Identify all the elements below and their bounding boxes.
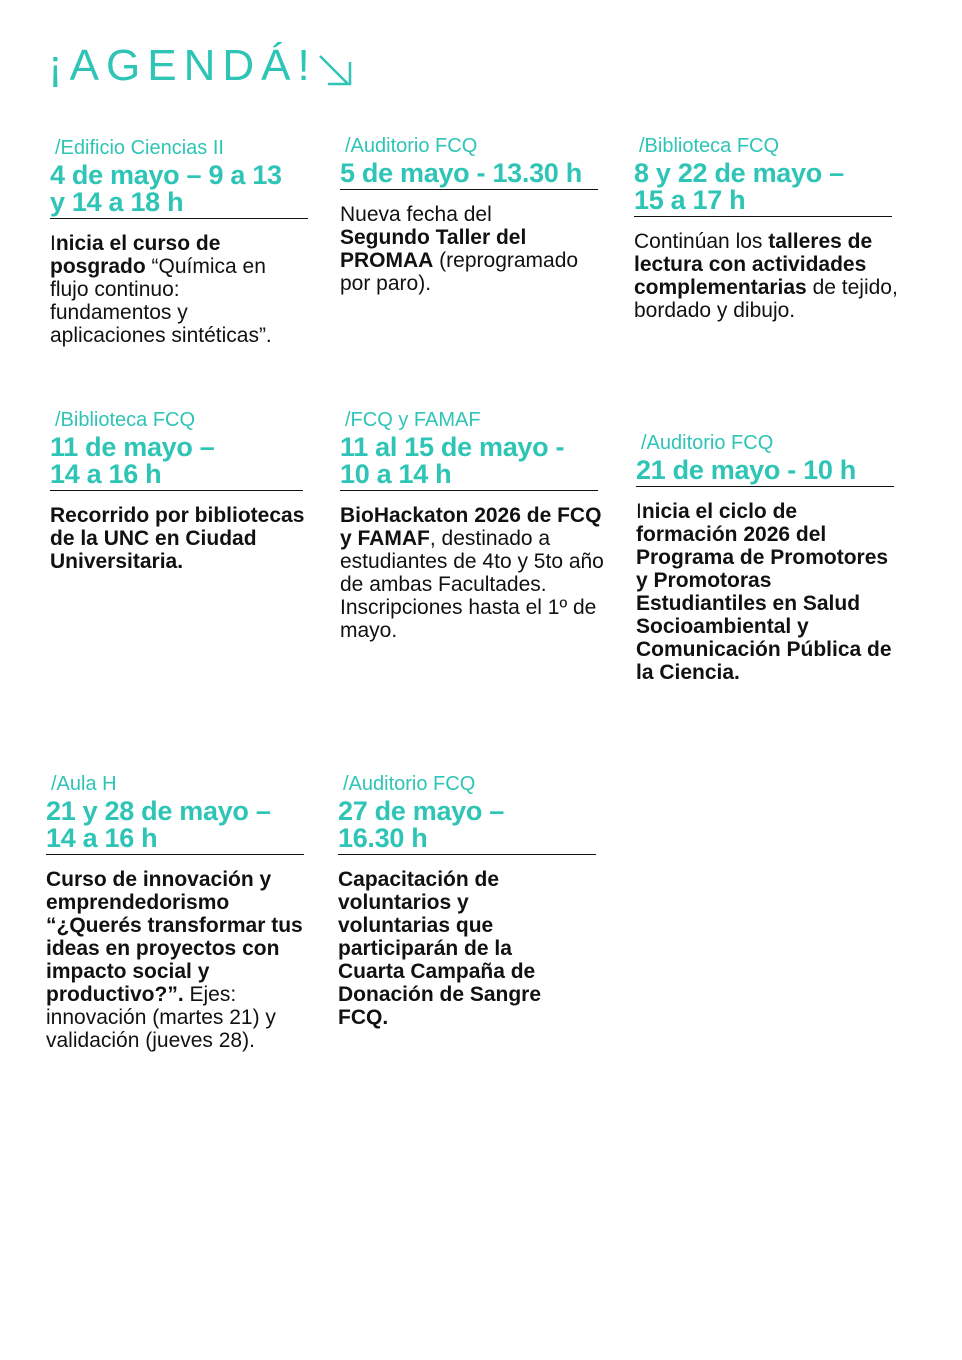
- event-description-text: Nueva fecha del: [340, 203, 492, 226]
- event-description: [340, 203, 580, 295]
- event-date-line: 27 de mayo –: [338, 796, 504, 826]
- event-description-text: Ejes: innovación (martes 21) y validación (jueves 28).: [46, 983, 276, 1052]
- event-date-line: 4 de mayo – 9 a 13: [50, 160, 282, 190]
- event-description-bold: Segundo Taller del PROMAA: [340, 226, 527, 272]
- event-description-bold: talleres de lectura con actividades complementarias: [634, 230, 873, 299]
- event-location: /Biblioteca FCQ: [55, 409, 196, 431]
- event-description: [634, 230, 909, 322]
- event-item: [636, 432, 894, 684]
- event-date: [340, 434, 598, 491]
- event-date: [50, 162, 308, 219]
- event-date: [50, 434, 303, 491]
- event-date: [338, 798, 596, 855]
- event-description-bold: nicia el curso de posgrado: [50, 232, 221, 278]
- event-description-bold: Recorrido por bibliotecas de la UNC en Ciudad Universitaria.: [50, 504, 305, 573]
- event-description-text: , destinado a estudiantes de 4to y 5to año de ambas Facultades. Inscripciones hasta el 1º de mayo.: [340, 527, 604, 642]
- event-description-bold: BioHackaton 2026 de FCQ y FAMAF: [340, 504, 602, 550]
- event-date-line: 8 y 22 de mayo –: [634, 158, 844, 188]
- event-item: [46, 773, 304, 1052]
- event-location: /FCQ y FAMAF: [345, 409, 481, 431]
- event-description-text: Continúan los: [634, 230, 769, 253]
- event-date-line: 14 a 16 h: [50, 459, 162, 489]
- event-description: [46, 868, 308, 1052]
- event-description: [50, 232, 305, 347]
- event-description-text: de tejido, bordado y dibujo.: [634, 276, 898, 322]
- event-description: [340, 504, 615, 642]
- event-date-line: 11 al 15 de mayo -: [340, 432, 565, 462]
- event-description: [636, 500, 896, 684]
- event-item: [50, 409, 303, 573]
- event-date-line: 14 a 16 h: [46, 823, 158, 853]
- event-item: [338, 773, 596, 1029]
- event-date: [636, 457, 894, 487]
- event-item: [340, 409, 604, 642]
- event-item: [50, 137, 308, 347]
- event-description-text: I: [636, 500, 642, 523]
- event-item: [340, 135, 598, 295]
- event-date-line: 15 a 17 h: [634, 185, 746, 215]
- event-item: [634, 135, 898, 322]
- event-date-line: 21 de mayo - 10 h: [636, 455, 856, 485]
- event-description-bold: Curso de innovación y emprendedorismo “¿Querés transformar tus ideas en proyectos con impacto social y productivo?”.: [46, 868, 303, 1006]
- event-date-line: 11 de mayo –: [50, 432, 215, 462]
- event-description-text: I: [50, 232, 56, 255]
- event-description-text: (reprogramado por paro).: [340, 249, 579, 295]
- event-date-line: 5 de mayo - 13.30 h: [340, 158, 582, 188]
- event-date-line: 21 y 28 de mayo –: [46, 796, 271, 826]
- arrow-down-right-icon: [316, 50, 356, 90]
- event-location: /Aula H: [51, 773, 117, 795]
- event-description: [50, 504, 318, 573]
- event-date-line: y 14 a 18 h: [50, 187, 184, 217]
- event-location: /Auditorio FCQ: [345, 135, 478, 157]
- event-location: /Auditorio FCQ: [641, 432, 774, 454]
- event-date: [46, 798, 304, 855]
- event-date-line: 16.30 h: [338, 823, 428, 853]
- event-location: /Auditorio FCQ: [343, 773, 476, 795]
- event-date: [340, 160, 598, 190]
- event-date: [634, 160, 892, 217]
- event-description-bold: Capacitación de voluntarios y voluntarias que participarán de la Cuarta Campaña de Donación de Sangre FCQ.: [338, 868, 542, 1029]
- event-description-text: “Química en flujo continuo: fundamentos y aplicaciones sintéticas”.: [50, 255, 272, 347]
- event-location: /Biblioteca FCQ: [639, 135, 780, 157]
- event-description-bold: nicia el ciclo de formación 2026 del Programa de Promotores y Promotoras Estudiantiles en Salud Socioambiental y Comunicación Pública de la Ciencia.: [636, 500, 892, 684]
- page-title: ¡AGENDÁ!: [48, 41, 317, 90]
- event-date-line: 10 a 14 h: [340, 459, 452, 489]
- event-location: /Edificio Ciencias II: [55, 137, 224, 159]
- event-description: [338, 868, 578, 1029]
